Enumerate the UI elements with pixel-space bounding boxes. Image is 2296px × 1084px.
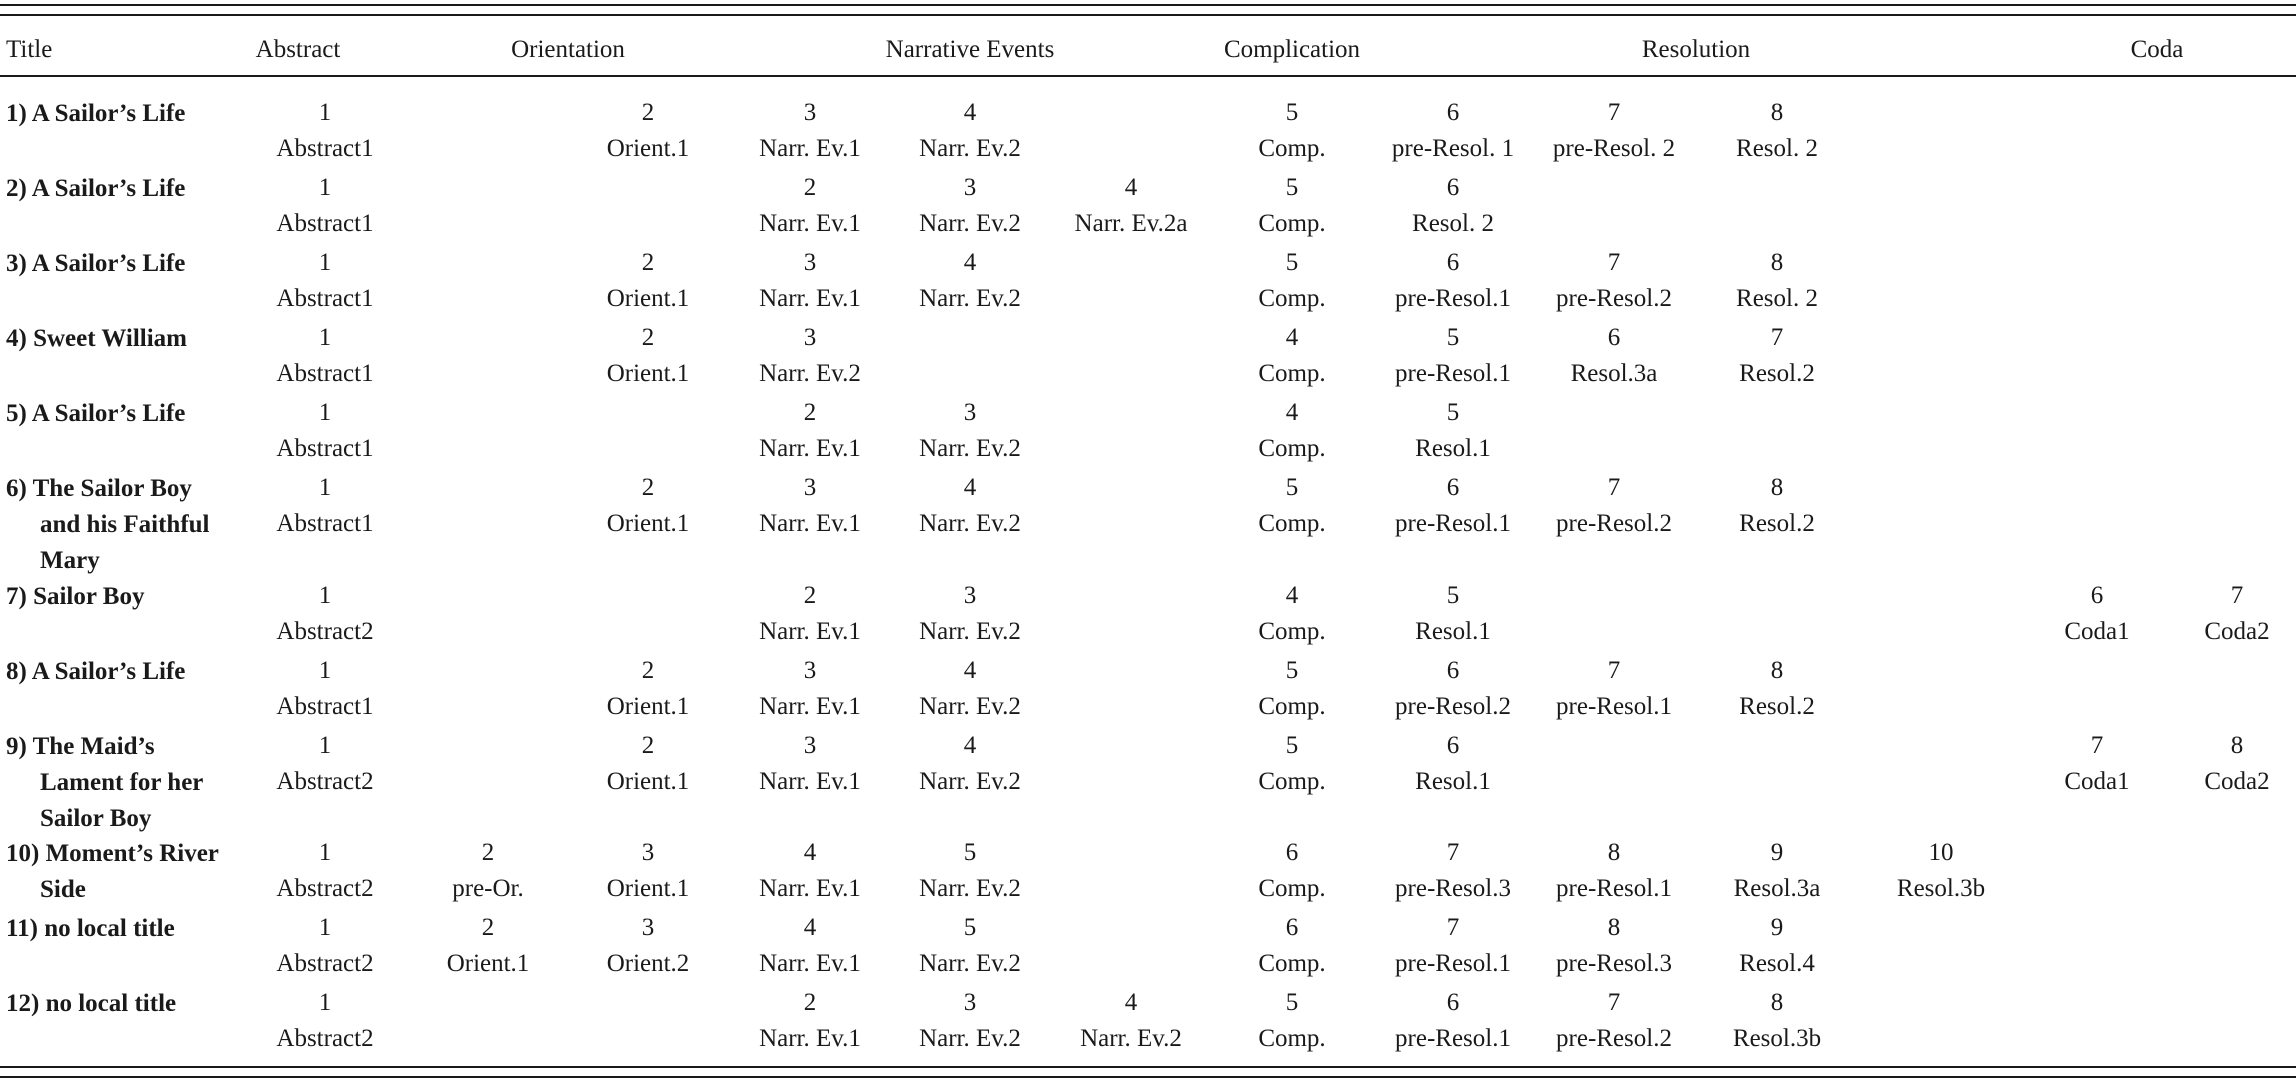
cell-sequence-number: 1 [318, 657, 332, 684]
cell-sequence-number: 5 [1285, 657, 1299, 684]
row-title-text: 11) no local title [6, 915, 175, 942]
header-abstract: Abstract [255, 36, 341, 63]
cell-element-label: Abstract1 [276, 210, 374, 237]
header-rule [0, 75, 2296, 77]
cell-element-label: Comp. [1258, 875, 1326, 902]
cell-element-label: Narr. Ev.2 [919, 950, 1021, 977]
cell-element-label: pre-Resol.1 [1395, 1025, 1511, 1052]
cell-element-label: Orient.2 [606, 950, 690, 977]
cell-element-label: pre-Resol.1 [1556, 693, 1672, 720]
cell-element-label: Abstract2 [276, 618, 374, 645]
cell-sequence-number: 6 [1285, 914, 1299, 941]
cell-element-label: Coda1 [2064, 768, 2130, 795]
cell-element-label: Abstract1 [276, 360, 374, 387]
row-title-text: 6) The Sailor Boy [6, 475, 192, 502]
row-title [6, 96, 246, 132]
row-title-text: 12) no local title [6, 990, 177, 1017]
row-title [6, 654, 246, 690]
cell-sequence-number: 6 [1446, 174, 1460, 201]
cell-element-label: pre-Resol.3 [1556, 950, 1672, 977]
cell-element-label: Resol.2 [1739, 510, 1815, 537]
cell-element-label: Resol.3a [1733, 875, 1821, 902]
cell-sequence-number: 1 [318, 474, 332, 501]
cell-element-label: Narr. Ev.1 [759, 618, 861, 645]
cell-sequence-number: 9 [1770, 914, 1784, 941]
cell-element-label: Resol.1 [1415, 435, 1491, 462]
cell-element-label: Narr. Ev.2 [919, 875, 1021, 902]
cell-sequence-number: 2 [481, 839, 495, 866]
cell-sequence-number: 1 [318, 839, 332, 866]
cell-sequence-number: 5 [1285, 99, 1299, 126]
cell-element-label: Comp. [1258, 135, 1326, 162]
cell-element-label: Abstract1 [276, 510, 374, 537]
cell-sequence-number: 8 [1607, 839, 1621, 866]
cell-sequence-number: 5 [1285, 249, 1299, 276]
cell-element-label: Comp. [1258, 1025, 1326, 1052]
cell-element-label: Narr. Ev.1 [759, 693, 861, 720]
cell-element-label: Narr. Ev.1 [759, 875, 861, 902]
row-title-text: 4) Sweet William [6, 325, 188, 352]
cell-element-label: Resol.1 [1415, 618, 1491, 645]
bottom-rule-2 [0, 1076, 2296, 1078]
cell-sequence-number: 4 [963, 474, 977, 501]
cell-sequence-number: 6 [1446, 657, 1460, 684]
cell-sequence-number: 2 [803, 582, 817, 609]
cell-element-label: Narr. Ev.2 [919, 210, 1021, 237]
cell-sequence-number: 8 [1770, 99, 1784, 126]
cell-element-label: Abstract2 [276, 768, 374, 795]
cell-sequence-number: 7 [2230, 582, 2244, 609]
cell-sequence-number: 7 [1770, 324, 1784, 351]
cell-element-label: pre-Resol.1 [1395, 360, 1511, 387]
cell-element-label: Narr. Ev.1 [759, 210, 861, 237]
cell-sequence-number: 2 [641, 99, 655, 126]
cell-sequence-number: 6 [1446, 989, 1460, 1016]
cell-sequence-number: 4 [1285, 324, 1299, 351]
cell-sequence-number: 7 [1607, 474, 1621, 501]
cell-element-label: Comp. [1258, 210, 1326, 237]
cell-element-label: Orient.1 [606, 693, 690, 720]
cell-sequence-number: 2 [803, 399, 817, 426]
cell-element-label: Narr. Ev.1 [759, 768, 861, 795]
cell-sequence-number: 4 [1124, 174, 1138, 201]
cell-element-label: Comp. [1258, 285, 1326, 312]
cell-element-label: Narr. Ev.2 [1080, 1025, 1182, 1052]
cell-element-label: pre-Resol.2 [1556, 1025, 1672, 1052]
cell-element-label: Comp. [1258, 618, 1326, 645]
row-title-continuation: Side [40, 876, 86, 903]
row-title-text: 10) Moment’s River [6, 840, 219, 867]
cell-sequence-number: 6 [1446, 474, 1460, 501]
cell-element-label: Orient.1 [606, 510, 690, 537]
cell-sequence-number: 3 [641, 839, 655, 866]
cell-element-label: pre-Resol.2 [1395, 693, 1511, 720]
cell-sequence-number: 7 [1607, 989, 1621, 1016]
cell-element-label: Narr. Ev.2 [919, 693, 1021, 720]
cell-sequence-number: 6 [1446, 249, 1460, 276]
row-title [6, 471, 246, 579]
cell-sequence-number: 2 [481, 914, 495, 941]
cell-element-label: Narr. Ev.1 [759, 510, 861, 537]
cell-sequence-number: 3 [963, 989, 977, 1016]
cell-sequence-number: 3 [803, 249, 817, 276]
top-rule-2 [0, 14, 2296, 16]
cell-sequence-number: 1 [318, 732, 332, 759]
cell-element-label: Coda2 [2204, 768, 2270, 795]
cell-sequence-number: 2 [641, 249, 655, 276]
header-orientation: Orientation [511, 36, 625, 63]
row-title [6, 911, 246, 947]
cell-element-label: Comp. [1258, 360, 1326, 387]
cell-sequence-number: 6 [1285, 839, 1299, 866]
cell-sequence-number: 10 [1928, 839, 1954, 866]
row-title-continuation: and his Faithful [40, 511, 210, 538]
cell-sequence-number: 4 [1124, 989, 1138, 1016]
cell-element-label: Coda1 [2064, 618, 2130, 645]
cell-element-label: Resol.1 [1415, 768, 1491, 795]
cell-sequence-number: 4 [803, 839, 817, 866]
cell-element-label: Abstract1 [276, 135, 374, 162]
header-complication: Complication [1223, 36, 1361, 63]
cell-sequence-number: 1 [318, 399, 332, 426]
cell-sequence-number: 6 [1607, 324, 1621, 351]
cell-element-label: Abstract1 [276, 693, 374, 720]
cell-sequence-number: 9 [1770, 839, 1784, 866]
row-title [6, 171, 246, 207]
cell-element-label: Orient.1 [606, 768, 690, 795]
cell-element-label: Narr. Ev.1 [759, 435, 861, 462]
cell-element-label: Resol.3b [1732, 1025, 1822, 1052]
cell-element-label: pre-Resol.2 [1556, 285, 1672, 312]
cell-sequence-number: 8 [1607, 914, 1621, 941]
cell-element-label: Abstract2 [276, 950, 374, 977]
cell-element-label: Narr. Ev.1 [759, 1025, 861, 1052]
cell-sequence-number: 3 [803, 732, 817, 759]
cell-sequence-number: 2 [641, 324, 655, 351]
cell-sequence-number: 6 [1446, 732, 1460, 759]
cell-sequence-number: 5 [963, 914, 977, 941]
cell-element-label: Comp. [1258, 693, 1326, 720]
cell-sequence-number: 1 [318, 582, 332, 609]
cell-element-label: pre-Resol. 1 [1391, 135, 1515, 162]
cell-element-label: Comp. [1258, 950, 1326, 977]
cell-element-label: Comp. [1258, 435, 1326, 462]
cell-sequence-number: 4 [963, 249, 977, 276]
cell-element-label: pre-Resol.1 [1556, 875, 1672, 902]
row-title-continuation: Lament for her [40, 769, 204, 796]
cell-element-label: Orient.1 [606, 360, 690, 387]
cell-sequence-number: 2 [803, 989, 817, 1016]
cell-sequence-number: 3 [803, 99, 817, 126]
cell-sequence-number: 7 [1607, 99, 1621, 126]
cell-sequence-number: 4 [963, 99, 977, 126]
cell-element-label: pre-Resol.2 [1556, 510, 1672, 537]
cell-element-label: Orient.1 [606, 135, 690, 162]
row-title [6, 729, 246, 837]
cell-element-label: pre-Or. [452, 875, 524, 902]
cell-element-label: Resol. 2 [1736, 135, 1818, 162]
cell-sequence-number: 5 [1446, 399, 1460, 426]
cell-element-label: Narr. Ev.2 [919, 435, 1021, 462]
cell-sequence-number: 7 [1607, 249, 1621, 276]
cell-element-label: Comp. [1258, 510, 1326, 537]
cell-sequence-number: 8 [2230, 732, 2244, 759]
cell-sequence-number: 5 [1446, 324, 1460, 351]
cell-sequence-number: 5 [1446, 582, 1460, 609]
cell-sequence-number: 7 [2090, 732, 2104, 759]
cell-sequence-number: 4 [963, 657, 977, 684]
cell-sequence-number: 6 [1446, 99, 1460, 126]
cell-element-label: Resol.2 [1739, 360, 1815, 387]
row-title-continuation: Mary [40, 547, 100, 574]
cell-sequence-number: 5 [1285, 174, 1299, 201]
cell-sequence-number: 2 [641, 657, 655, 684]
row-title-text: 1) A Sailor’s Life [6, 100, 186, 127]
cell-sequence-number: 3 [963, 174, 977, 201]
cell-sequence-number: 1 [318, 174, 332, 201]
cell-element-label: Resol.3b [1896, 875, 1986, 902]
row-title-text: 9) The Maid’s [6, 733, 155, 760]
cell-element-label: Abstract1 [276, 435, 374, 462]
cell-sequence-number: 5 [1285, 732, 1299, 759]
cell-element-label: Narr. Ev.1 [759, 285, 861, 312]
cell-element-label: Narr. Ev.2 [919, 618, 1021, 645]
cell-sequence-number: 4 [1285, 582, 1299, 609]
row-title-continuation: Sailor Boy [40, 805, 152, 832]
cell-element-label: Orient.1 [606, 285, 690, 312]
row-title-text: 5) A Sailor’s Life [6, 400, 186, 427]
cell-element-label: Resol. 2 [1412, 210, 1494, 237]
cell-element-label: Narr. Ev.2 [919, 285, 1021, 312]
row-title [6, 836, 246, 908]
row-title [6, 579, 246, 615]
cell-element-label: Narr. Ev.2 [759, 360, 861, 387]
cell-element-label: Narr. Ev.1 [759, 135, 861, 162]
cell-sequence-number: 8 [1770, 474, 1784, 501]
cell-element-label: Resol.4 [1739, 950, 1815, 977]
cell-element-label: pre-Resol. 2 [1552, 135, 1676, 162]
row-title [6, 986, 246, 1022]
header-coda: Coda [2130, 36, 2184, 63]
cell-sequence-number: 5 [963, 839, 977, 866]
cell-sequence-number: 5 [1285, 474, 1299, 501]
cell-element-label: Resol. 2 [1736, 285, 1818, 312]
header-title: Title [6, 36, 53, 63]
cell-sequence-number: 7 [1446, 914, 1460, 941]
row-title [6, 321, 246, 357]
top-rule [0, 4, 2296, 6]
cell-element-label: Orient.1 [446, 950, 530, 977]
cell-sequence-number: 2 [641, 474, 655, 501]
cell-sequence-number: 4 [963, 732, 977, 759]
cell-element-label: Narr. Ev.2a [1074, 210, 1188, 237]
cell-element-label: Narr. Ev.1 [759, 950, 861, 977]
cell-element-label: Comp. [1258, 768, 1326, 795]
cell-element-label: Coda2 [2204, 618, 2270, 645]
header-resolution: Resolution [1641, 36, 1751, 63]
cell-sequence-number: 3 [963, 582, 977, 609]
row-title-text: 3) A Sailor’s Life [6, 250, 186, 277]
row-title-text: 7) Sailor Boy [6, 583, 145, 610]
cell-element-label: Abstract2 [276, 875, 374, 902]
cell-sequence-number: 7 [1607, 657, 1621, 684]
cell-sequence-number: 4 [803, 914, 817, 941]
cell-sequence-number: 1 [318, 249, 332, 276]
cell-sequence-number: 8 [1770, 657, 1784, 684]
cell-sequence-number: 1 [318, 324, 332, 351]
cell-element-label: Narr. Ev.2 [919, 135, 1021, 162]
cell-element-label: Narr. Ev.2 [919, 768, 1021, 795]
cell-sequence-number: 1 [318, 914, 332, 941]
row-title-text: 8) A Sailor’s Life [6, 658, 186, 685]
cell-element-label: pre-Resol.1 [1395, 510, 1511, 537]
cell-sequence-number: 3 [963, 399, 977, 426]
cell-sequence-number: 6 [2090, 582, 2104, 609]
cell-element-label: pre-Resol.3 [1395, 875, 1511, 902]
bottom-rule [0, 1066, 2296, 1068]
cell-sequence-number: 8 [1770, 989, 1784, 1016]
cell-sequence-number: 7 [1446, 839, 1460, 866]
cell-sequence-number: 3 [803, 324, 817, 351]
row-title [6, 246, 246, 282]
cell-sequence-number: 1 [318, 99, 332, 126]
cell-element-label: Orient.1 [606, 875, 690, 902]
cell-element-label: Resol.2 [1739, 693, 1815, 720]
cell-sequence-number: 1 [318, 989, 332, 1016]
cell-sequence-number: 8 [1770, 249, 1784, 276]
cell-element-label: Abstract2 [276, 1025, 374, 1052]
cell-sequence-number: 3 [641, 914, 655, 941]
cell-element-label: Resol.3a [1570, 360, 1658, 387]
row-title-text: 2) A Sailor’s Life [6, 175, 186, 202]
cell-sequence-number: 3 [803, 657, 817, 684]
cell-element-label: Abstract1 [276, 285, 374, 312]
header-narrative-events: Narrative Events [885, 36, 1055, 63]
cell-sequence-number: 2 [803, 174, 817, 201]
cell-element-label: Narr. Ev.2 [919, 1025, 1021, 1052]
cell-sequence-number: 3 [803, 474, 817, 501]
cell-element-label: Narr. Ev.2 [919, 510, 1021, 537]
cell-sequence-number: 2 [641, 732, 655, 759]
cell-element-label: pre-Resol.1 [1395, 950, 1511, 977]
cell-element-label: pre-Resol.1 [1395, 285, 1511, 312]
cell-sequence-number: 5 [1285, 989, 1299, 1016]
row-title [6, 396, 246, 432]
cell-sequence-number: 4 [1285, 399, 1299, 426]
